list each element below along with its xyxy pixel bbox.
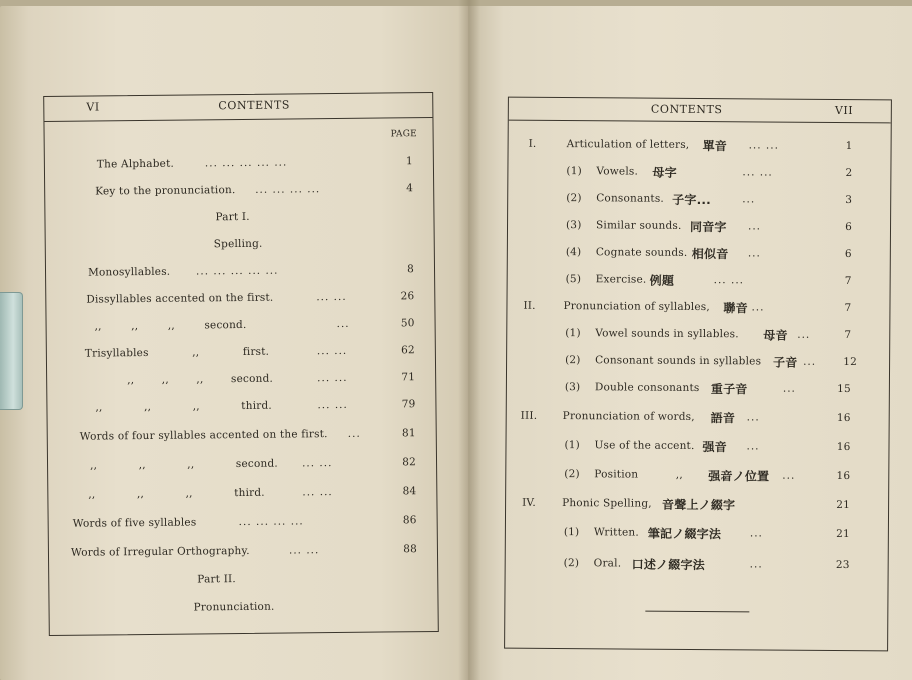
section-label: Spelling. bbox=[213, 237, 263, 251]
entry-page: 62 bbox=[401, 344, 415, 357]
entry-title: Pronunciation of words, bbox=[562, 410, 695, 423]
entry-page: 50 bbox=[400, 317, 415, 330]
entry-page: 7 bbox=[844, 329, 852, 342]
entry-title: The Alphabet. bbox=[96, 157, 175, 171]
entry-leader: ... ... bbox=[317, 371, 348, 385]
entry-title: Pronunciation of syllables, bbox=[563, 300, 710, 314]
entry-number: II. bbox=[523, 299, 536, 312]
entry-leader: ... ... ... ... bbox=[238, 515, 304, 529]
entry-number: I. bbox=[528, 137, 537, 150]
entry-leader: ... bbox=[803, 355, 817, 368]
entry-japanese: 母字 bbox=[652, 165, 677, 180]
entry-japanese: 子音 bbox=[773, 355, 798, 370]
entry-title: Oral. bbox=[593, 557, 622, 570]
entry-japanese: 音聲上ノ綴字 bbox=[662, 497, 736, 513]
entry-number: (1) bbox=[566, 165, 582, 178]
entry-title: ,, ,, ,, third. bbox=[88, 486, 265, 501]
entry-page: 15 bbox=[837, 382, 851, 396]
entry-page: 6 bbox=[845, 221, 853, 234]
entry-page: 81 bbox=[401, 427, 416, 440]
entry-title: Cognate sounds. bbox=[595, 246, 688, 259]
entry-page: 8 bbox=[407, 263, 415, 276]
entry-japanese: 重子音 bbox=[710, 382, 748, 397]
entry-title: Trisyllables ,, first. bbox=[84, 345, 270, 360]
entry-japanese: 强音ノ位置 bbox=[708, 469, 770, 484]
entry-title: ,, ,, ,, third. bbox=[95, 399, 272, 414]
entry-title: ,, ,, ,, second. bbox=[89, 457, 278, 472]
entry-leader: ... bbox=[751, 301, 765, 314]
entry-page: 16 bbox=[836, 440, 851, 454]
page-numeral: VII bbox=[834, 103, 854, 118]
entry-leader: ... ... ... ... ... bbox=[195, 264, 279, 278]
entry-page: 71 bbox=[401, 371, 416, 384]
entry-leader: ... bbox=[749, 558, 763, 571]
entry-title: Articulation of letters, bbox=[566, 138, 690, 151]
bookmark-tab bbox=[0, 292, 23, 410]
contents-header: CONTENTS bbox=[650, 102, 723, 117]
entry-japanese: 强音 bbox=[702, 440, 727, 455]
entry-page: 21 bbox=[836, 527, 850, 541]
entry-number: (4) bbox=[565, 246, 582, 259]
entry-title: Key to the pronunciation. bbox=[95, 184, 236, 198]
entry-title: Words of four syllables accented on the first. bbox=[79, 428, 328, 443]
entry-japanese: 例題 bbox=[649, 273, 675, 288]
entry-title: Consonant sounds in syllables bbox=[595, 354, 762, 368]
entry-leader: ... bbox=[782, 382, 796, 395]
header-rule bbox=[509, 120, 891, 124]
entry-page: 6 bbox=[844, 248, 852, 261]
entry-japanese: 單音 bbox=[702, 139, 728, 154]
entry-leader: ... ... bbox=[302, 486, 333, 499]
section-label: Pronunciation. bbox=[193, 600, 275, 614]
entry-page: 16 bbox=[836, 469, 851, 483]
entry-page: 26 bbox=[400, 290, 415, 303]
right-contents-frame bbox=[504, 97, 892, 652]
entry-japanese: 聯音 bbox=[723, 301, 748, 316]
entry-page: 86 bbox=[402, 514, 417, 527]
entry-number: (3) bbox=[564, 381, 581, 394]
entry-page: 21 bbox=[836, 498, 851, 512]
entry-title: Written. bbox=[593, 526, 639, 539]
entry-japanese: 相似音 bbox=[691, 246, 729, 262]
entry-number: (2) bbox=[563, 557, 580, 570]
entry-page: 82 bbox=[402, 456, 417, 469]
part-label: Part I. bbox=[215, 210, 250, 224]
entry-title: Consonants. bbox=[596, 192, 665, 205]
entry-leader: ... ... bbox=[713, 274, 745, 287]
entry-title: Use of the accent. bbox=[594, 439, 695, 452]
entry-title: Dissyllables accented on the first. bbox=[86, 291, 274, 306]
entry-number: III. bbox=[520, 409, 538, 422]
entry-page: 1 bbox=[845, 140, 853, 153]
entry-number: (1) bbox=[563, 526, 580, 539]
entry-page: 2 bbox=[845, 167, 853, 180]
entry-page: 7 bbox=[844, 275, 852, 288]
entry-title: ,, ,, ,, second. bbox=[94, 318, 247, 333]
book-gutter bbox=[458, 0, 480, 680]
end-rule bbox=[645, 611, 749, 613]
entry-title: Similar sounds. bbox=[595, 219, 682, 232]
entry-number: (2) bbox=[564, 468, 580, 481]
entry-japanese: 同音字 bbox=[689, 219, 727, 235]
entry-title: Phonic Spelling, bbox=[562, 497, 652, 510]
entry-leader: ... bbox=[782, 469, 796, 482]
entry-title: Words of five syllables bbox=[72, 516, 197, 530]
entry-leader: ... bbox=[347, 427, 361, 440]
contents-header: CONTENTS bbox=[218, 98, 291, 113]
entry-leader: ... bbox=[747, 247, 761, 260]
entry-leader: ... ... bbox=[301, 457, 333, 470]
entry-leader: ... bbox=[742, 193, 756, 206]
page-label: PAGE bbox=[390, 129, 417, 140]
entry-title: Exercise. bbox=[595, 273, 647, 286]
entry-page: 88 bbox=[403, 543, 418, 556]
entry-page: 4 bbox=[406, 182, 414, 195]
entry-number: (2) bbox=[566, 192, 582, 205]
entry-japanese: 語音 bbox=[710, 411, 736, 426]
entry-leader: ... ... bbox=[317, 398, 348, 412]
entry-page: 1 bbox=[405, 155, 413, 168]
entry-leader: ... bbox=[746, 411, 760, 424]
entry-japanese: 筆記ノ綴字法 bbox=[647, 526, 722, 542]
entry-title: Vowel sounds in syllables. bbox=[595, 327, 739, 341]
entry-leader: ... bbox=[749, 527, 763, 540]
entry-title: Words of Irregular Orthography. bbox=[70, 544, 250, 559]
entry-japanese: 子字... bbox=[672, 192, 711, 208]
entry-leader: ... ... bbox=[316, 344, 348, 358]
entry-leader: ... ... bbox=[288, 544, 320, 557]
entry-leader: ... ... ... ... bbox=[255, 183, 321, 196]
entry-page: 23 bbox=[835, 558, 850, 572]
entry-number: (2) bbox=[565, 354, 581, 367]
entry-title: ,, ,, ,, second. bbox=[127, 372, 274, 387]
entry-leader: ... ... bbox=[748, 139, 780, 152]
entry-page: 7 bbox=[844, 302, 852, 315]
entry-japanese: 口述ノ綴字法 bbox=[631, 557, 705, 573]
entry-leader: ... ... ... ... ... bbox=[204, 156, 288, 170]
entry-leader: ... ... bbox=[742, 166, 773, 179]
entry-page: 84 bbox=[402, 485, 417, 498]
header-rule bbox=[44, 117, 432, 122]
entry-leader: ... bbox=[797, 328, 811, 341]
entry-page: 12 bbox=[843, 356, 858, 369]
entry-number: (1) bbox=[564, 439, 581, 452]
entry-page: 3 bbox=[845, 194, 853, 207]
entry-japanese: 母音 bbox=[763, 328, 788, 343]
page-numeral: VI bbox=[86, 100, 100, 114]
entry-number: (5) bbox=[565, 273, 582, 286]
entry-page: 16 bbox=[836, 411, 851, 425]
entry-page: 79 bbox=[401, 398, 416, 411]
left-contents-frame bbox=[43, 92, 439, 636]
part-label: Part II. bbox=[197, 573, 236, 586]
entry-title: Vowels. bbox=[596, 165, 639, 178]
entry-leader: ... bbox=[746, 440, 760, 453]
entry-title: Double consonants bbox=[594, 381, 700, 395]
entry-number: (3) bbox=[565, 219, 582, 232]
entry-title: Monosyllables. bbox=[87, 265, 171, 279]
entry-leader: ... ... bbox=[316, 290, 347, 304]
entry-number: (1) bbox=[565, 327, 581, 340]
entry-number: IV. bbox=[522, 496, 536, 509]
entry-title: Position ,, ,, bbox=[594, 468, 728, 482]
entry-leader: ... bbox=[336, 317, 350, 330]
entry-leader: ... bbox=[747, 220, 762, 233]
